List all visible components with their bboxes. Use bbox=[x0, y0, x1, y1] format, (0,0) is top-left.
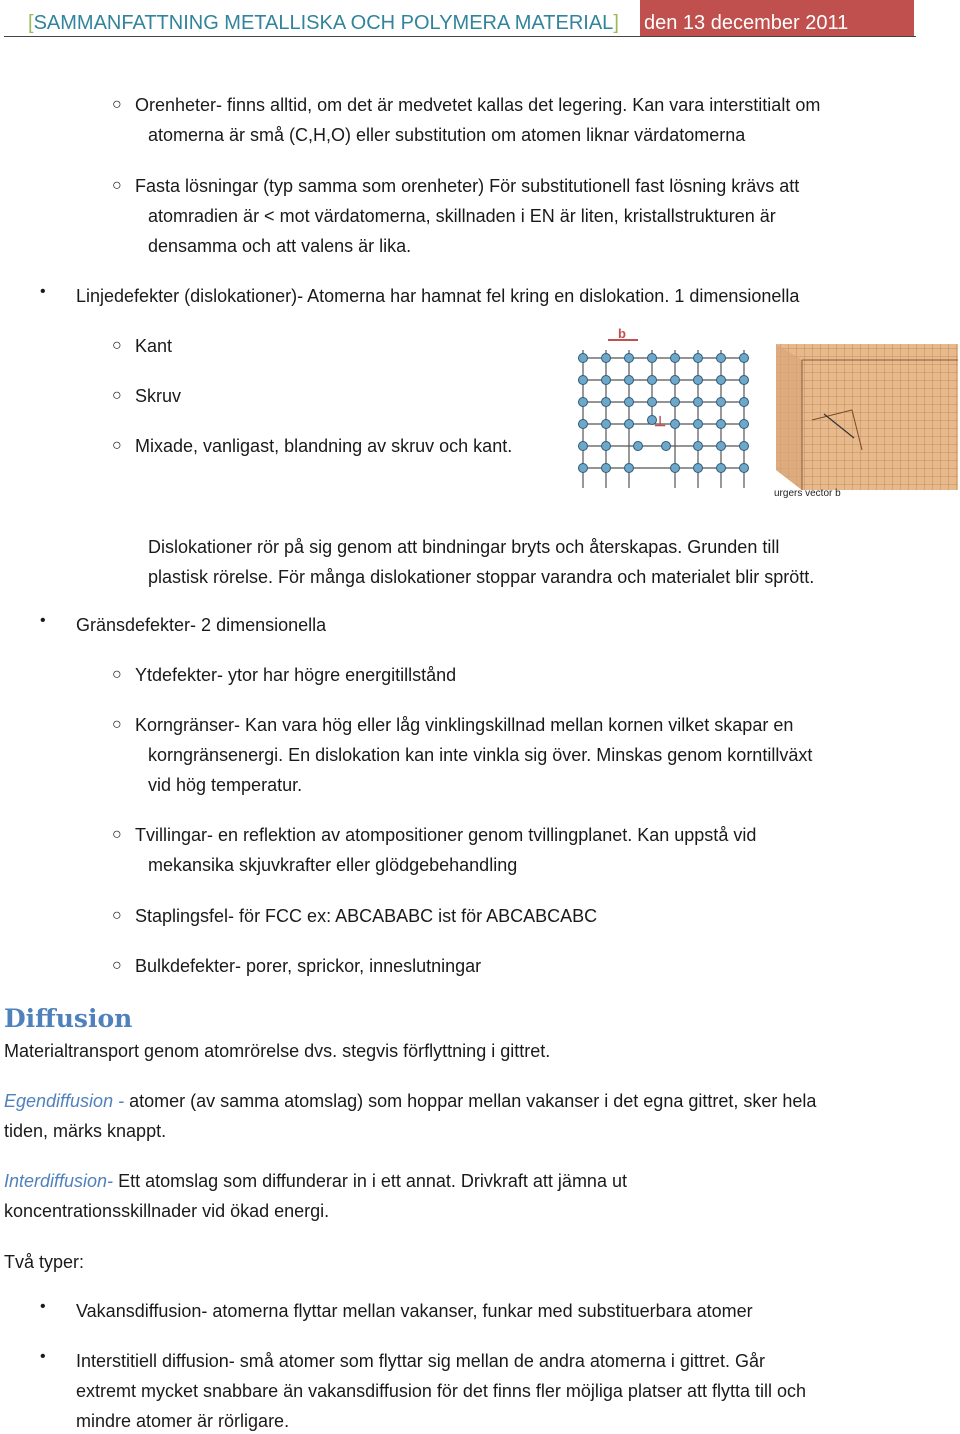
circle-bullet-icon: ○ bbox=[112, 177, 122, 194]
burgers-vector-label: urgers vector b bbox=[774, 488, 841, 498]
bullet-icon: • bbox=[40, 1298, 46, 1315]
item-staplingsfel: Staplingsfel- för FCC ex: ABCABABC ist för ABCABCABC bbox=[135, 906, 598, 926]
item-ytdefekter: Ytdefekter- ytor har högre energitillstånd bbox=[135, 665, 457, 685]
bullet-icon: • bbox=[40, 612, 46, 629]
dislocation-symbol: ⊥ bbox=[654, 413, 667, 429]
circle-bullet-icon: ○ bbox=[112, 666, 122, 683]
item-skruv: Skruv bbox=[135, 386, 182, 406]
item-fasta-line3: densamma och att valens är lika. bbox=[148, 236, 412, 256]
item-orenheter-line2: atomerna är små (C,H,O) eller substitution om atomen liknar värdatomerna bbox=[148, 125, 746, 145]
bullet-icon: • bbox=[40, 1348, 46, 1365]
item-gransdefekter: Gränsdefekter- 2 dimensionella bbox=[76, 615, 327, 635]
circle-bullet-icon: ○ bbox=[112, 437, 122, 454]
item-kant: Kant bbox=[135, 336, 173, 356]
item-vakansdiffusion: Vakansdiffusion- atomerna flyttar mellan vakanser, funkar med substituerbara atomer bbox=[76, 1301, 753, 1321]
term-interdiffusion: Interdiffusion- bbox=[4, 1171, 114, 1191]
dislokation-line1: Dislokationer rör på sig genom att bindningar bryts och återskapas. Grunden till bbox=[148, 537, 780, 557]
item-mixade: Mixade, vanligast, blandning av skruv och kant. bbox=[135, 436, 513, 456]
egendiffusion-line2: tiden, märks knappt. bbox=[4, 1121, 167, 1141]
item-interstitiell-line3: mindre atomer är rörligare. bbox=[76, 1411, 290, 1431]
header-title: SAMMANFATTNING METALLISKA OCH POLYMERA MATERIAL bbox=[33, 12, 614, 34]
circle-bullet-icon: ○ bbox=[112, 716, 122, 733]
item-fasta-line1: Fasta lösningar (typ samma som orenheter) För substitutionell fast lösning krävs att bbox=[135, 176, 800, 196]
bullet-icon: • bbox=[40, 283, 46, 300]
term-egendiffusion: Egendiffusion - bbox=[4, 1091, 125, 1111]
circle-bullet-icon: ○ bbox=[112, 96, 122, 113]
interdiffusion-line2: koncentrationsskillnader vid ökad energi. bbox=[4, 1201, 330, 1221]
item-korngranser-line3: vid hög temperatur. bbox=[148, 775, 303, 795]
tva-typer: Två typer: bbox=[4, 1252, 85, 1272]
item-orenheter-line1: Orenheter- finns alltid, om det är medvetet kallas det legering. Kan vara interstitialt om bbox=[135, 95, 821, 115]
item-bulkdefekter: Bulkdefekter- porer, sprickor, inneslutningar bbox=[135, 956, 482, 976]
burgers-label-b: b bbox=[618, 328, 626, 341]
egendiffusion-line1 bbox=[4, 1090, 816, 1112]
diffusion-intro: Materialtransport genom atomrörelse dvs. stegvis förflyttning i gittret. bbox=[4, 1041, 551, 1061]
header-date: den 13 december 2011 bbox=[644, 12, 849, 34]
item-korngranser-line1: Korngränser- Kan vara hög eller låg vinklingskillnad mellan kornen vilket skapar en bbox=[135, 715, 794, 735]
circle-bullet-icon: ○ bbox=[112, 387, 122, 404]
page-header bbox=[28, 8, 619, 38]
item-tvillingar-line1: Tvillingar- en reflektion av atompositioner genom tvillingplanet. Kan uppstå vid bbox=[135, 825, 757, 845]
interdiffusion-text: Ett atomslag som diffunderar in i ett annat. Drivkraft att jämna ut bbox=[113, 1171, 627, 1191]
item-linjedefekter: Linjedefekter (dislokationer)- Atomerna har hamnat fel kring en dislokation. 1 dimensionella bbox=[76, 286, 800, 306]
section-heading-diffusion: Diffusion bbox=[4, 1004, 133, 1033]
circle-bullet-icon: ○ bbox=[112, 826, 122, 843]
header-open-bracket: [ bbox=[28, 12, 34, 34]
item-tvillingar-line2: mekansika skjuvkrafter eller glödgebehandling bbox=[148, 855, 518, 875]
edge-dislocation-figure bbox=[568, 328, 768, 498]
item-interstitiell-line2: extremt mycket snabbare än vakansdiffusion för det finns fler möjliga platser att flytta till och bbox=[76, 1381, 807, 1401]
circle-bullet-icon: ○ bbox=[112, 907, 122, 924]
header-close-bracket: ] bbox=[613, 12, 619, 34]
item-korngranser-line2: korngränsenergi. En dislokation kan inte vinkla sig över. Minskas genom korntillväxt bbox=[148, 745, 813, 765]
interdiffusion-line1 bbox=[4, 1170, 627, 1192]
item-interstitiell-line1: Interstitiell diffusion- små atomer som flyttar sig mellan de andra atomerna i gittret. Går bbox=[76, 1351, 765, 1371]
item-fasta-line2: atomradien är < mot värdatomerna, skillnaden i EN är liten, kristallstrukturen är bbox=[148, 206, 776, 226]
screw-dislocation-figure bbox=[772, 340, 958, 498]
header-rule bbox=[4, 36, 916, 37]
circle-bullet-icon: ○ bbox=[112, 957, 122, 974]
egendiffusion-text: atomer (av samma atomslag) som hoppar mellan vakanser i det egna gittret, sker hela bbox=[124, 1091, 817, 1111]
dislokation-line2: plastisk rörelse. För många dislokationer stoppar varandra och materialet blir sprött. bbox=[148, 567, 815, 587]
circle-bullet-icon: ○ bbox=[112, 337, 122, 354]
